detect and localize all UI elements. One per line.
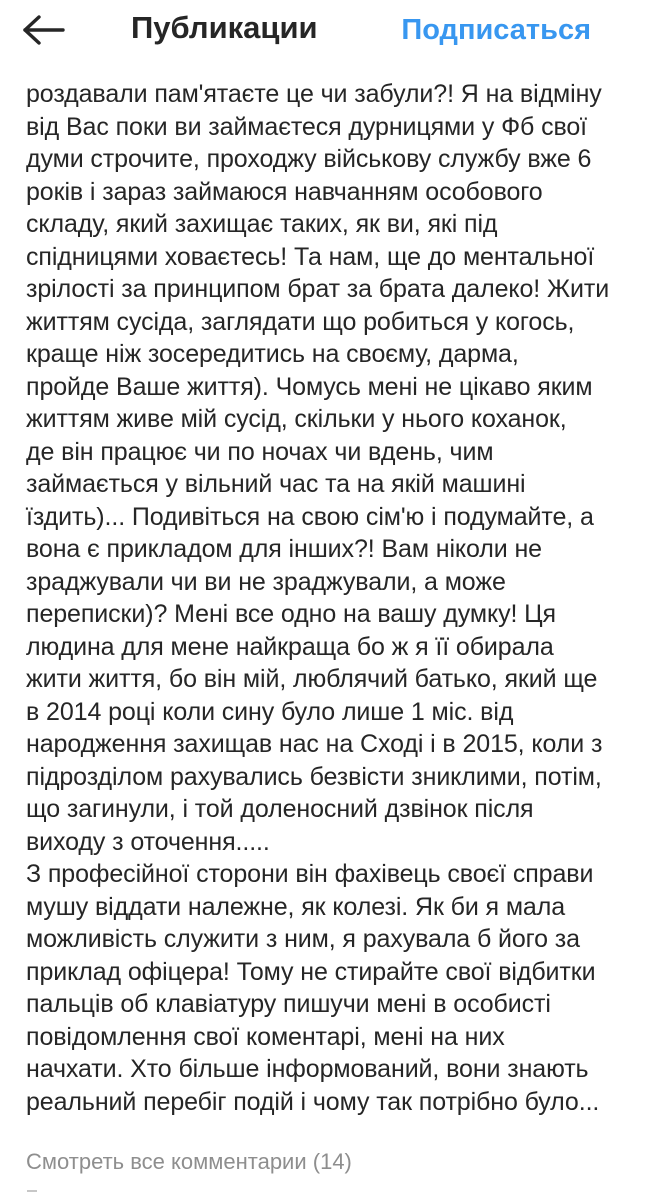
caption-line: життям живе мій сусід, скільки у нього коханок, (26, 405, 567, 433)
caption-line: що загинули, і той доленосний дзвінок після (26, 795, 534, 823)
caption-line: людина для мене найкраща бо ж я її обирала (26, 632, 554, 661)
caption-line: життям сусіда, заглядати що робиться у когось, (26, 307, 575, 336)
caption-line: жити життя, бо він мій, люблячий батько, який ще (26, 665, 598, 693)
caption-line: займається у вільний час та на якій машині (26, 470, 526, 498)
caption-line: спідницями ховаєтесь! Та нам, ще до ментальної (26, 242, 595, 271)
caption-line: років і зараз займаюся навчанням особового (26, 177, 543, 206)
caption-line: народження захищав нас на Сході і в 2015, коли з (26, 730, 603, 758)
caption-line: їздить)... Подивіться на свою сім'ю і подумайте, а (26, 502, 594, 531)
caption-line: З професійної сторони він фахівець своєї справи (26, 860, 594, 888)
divider (27, 1190, 37, 1192)
caption-line: краще ніж зосередитись на своєму, дарма, (26, 340, 519, 368)
follow-button[interactable]: Подписаться (401, 14, 591, 46)
caption-line: підрозділом рахувались безвісти зниклими, потім, (26, 762, 602, 791)
caption-line: мушу віддати належне, як колезі. Як би я мала (26, 892, 566, 921)
page-title: Публикации (131, 10, 318, 45)
caption-line: пальців об клавіатуру пишучи мені в особисті (26, 990, 551, 1018)
caption-line: вона є прикладом для інших?! Вам ніколи не (26, 535, 542, 563)
caption-line: начхати. Хто більше інформований, вони знають (26, 1055, 589, 1083)
caption-line: реальний перебіг подій і чому так потрібно було... (26, 1087, 600, 1116)
caption-line: виходу з оточення..... (26, 827, 270, 856)
caption-line: в 2014 році коли сину було лише 1 міс. від (26, 697, 514, 726)
caption-line: де він працює чи по ночах чи вдень, чим (26, 437, 494, 466)
caption-line: складу, який захищає таких, як ви, які під (26, 210, 498, 238)
caption-line: пройде Ваше життя). Чомусь мені не цікаво яким (26, 372, 593, 401)
caption-line: зраджували чи ви не зраджували, а може (26, 567, 506, 596)
caption-line: можливість служити з ним, я рахувала б його за (26, 925, 580, 953)
caption-line: повідомлення свої коментарі, мені на них (26, 1022, 505, 1051)
arrow-left-icon (22, 15, 66, 45)
caption-line: від Вас поки ви займаєтеся дурницями у Фб свої (26, 112, 588, 141)
view-all-comments-link[interactable]: Смотреть все комментарии (14) (26, 1149, 352, 1174)
caption-line: зрілості за принципом брат за брата далеко! Жити (26, 275, 610, 303)
caption-line: роздавали пам'ятаєте це чи забули?! Я на відміну (26, 80, 602, 108)
post-caption (26, 78, 636, 1118)
caption-line: приклад офіцера! Тому не стирайте свої відбитки (26, 957, 596, 986)
back-button[interactable] (22, 8, 78, 52)
top-bar (0, 0, 653, 62)
caption-line: думи строчите, проходжу військову службу вже 6 (26, 145, 592, 173)
caption-line: переписки)? Мені все одно на вашу думку! Ця (26, 600, 556, 628)
